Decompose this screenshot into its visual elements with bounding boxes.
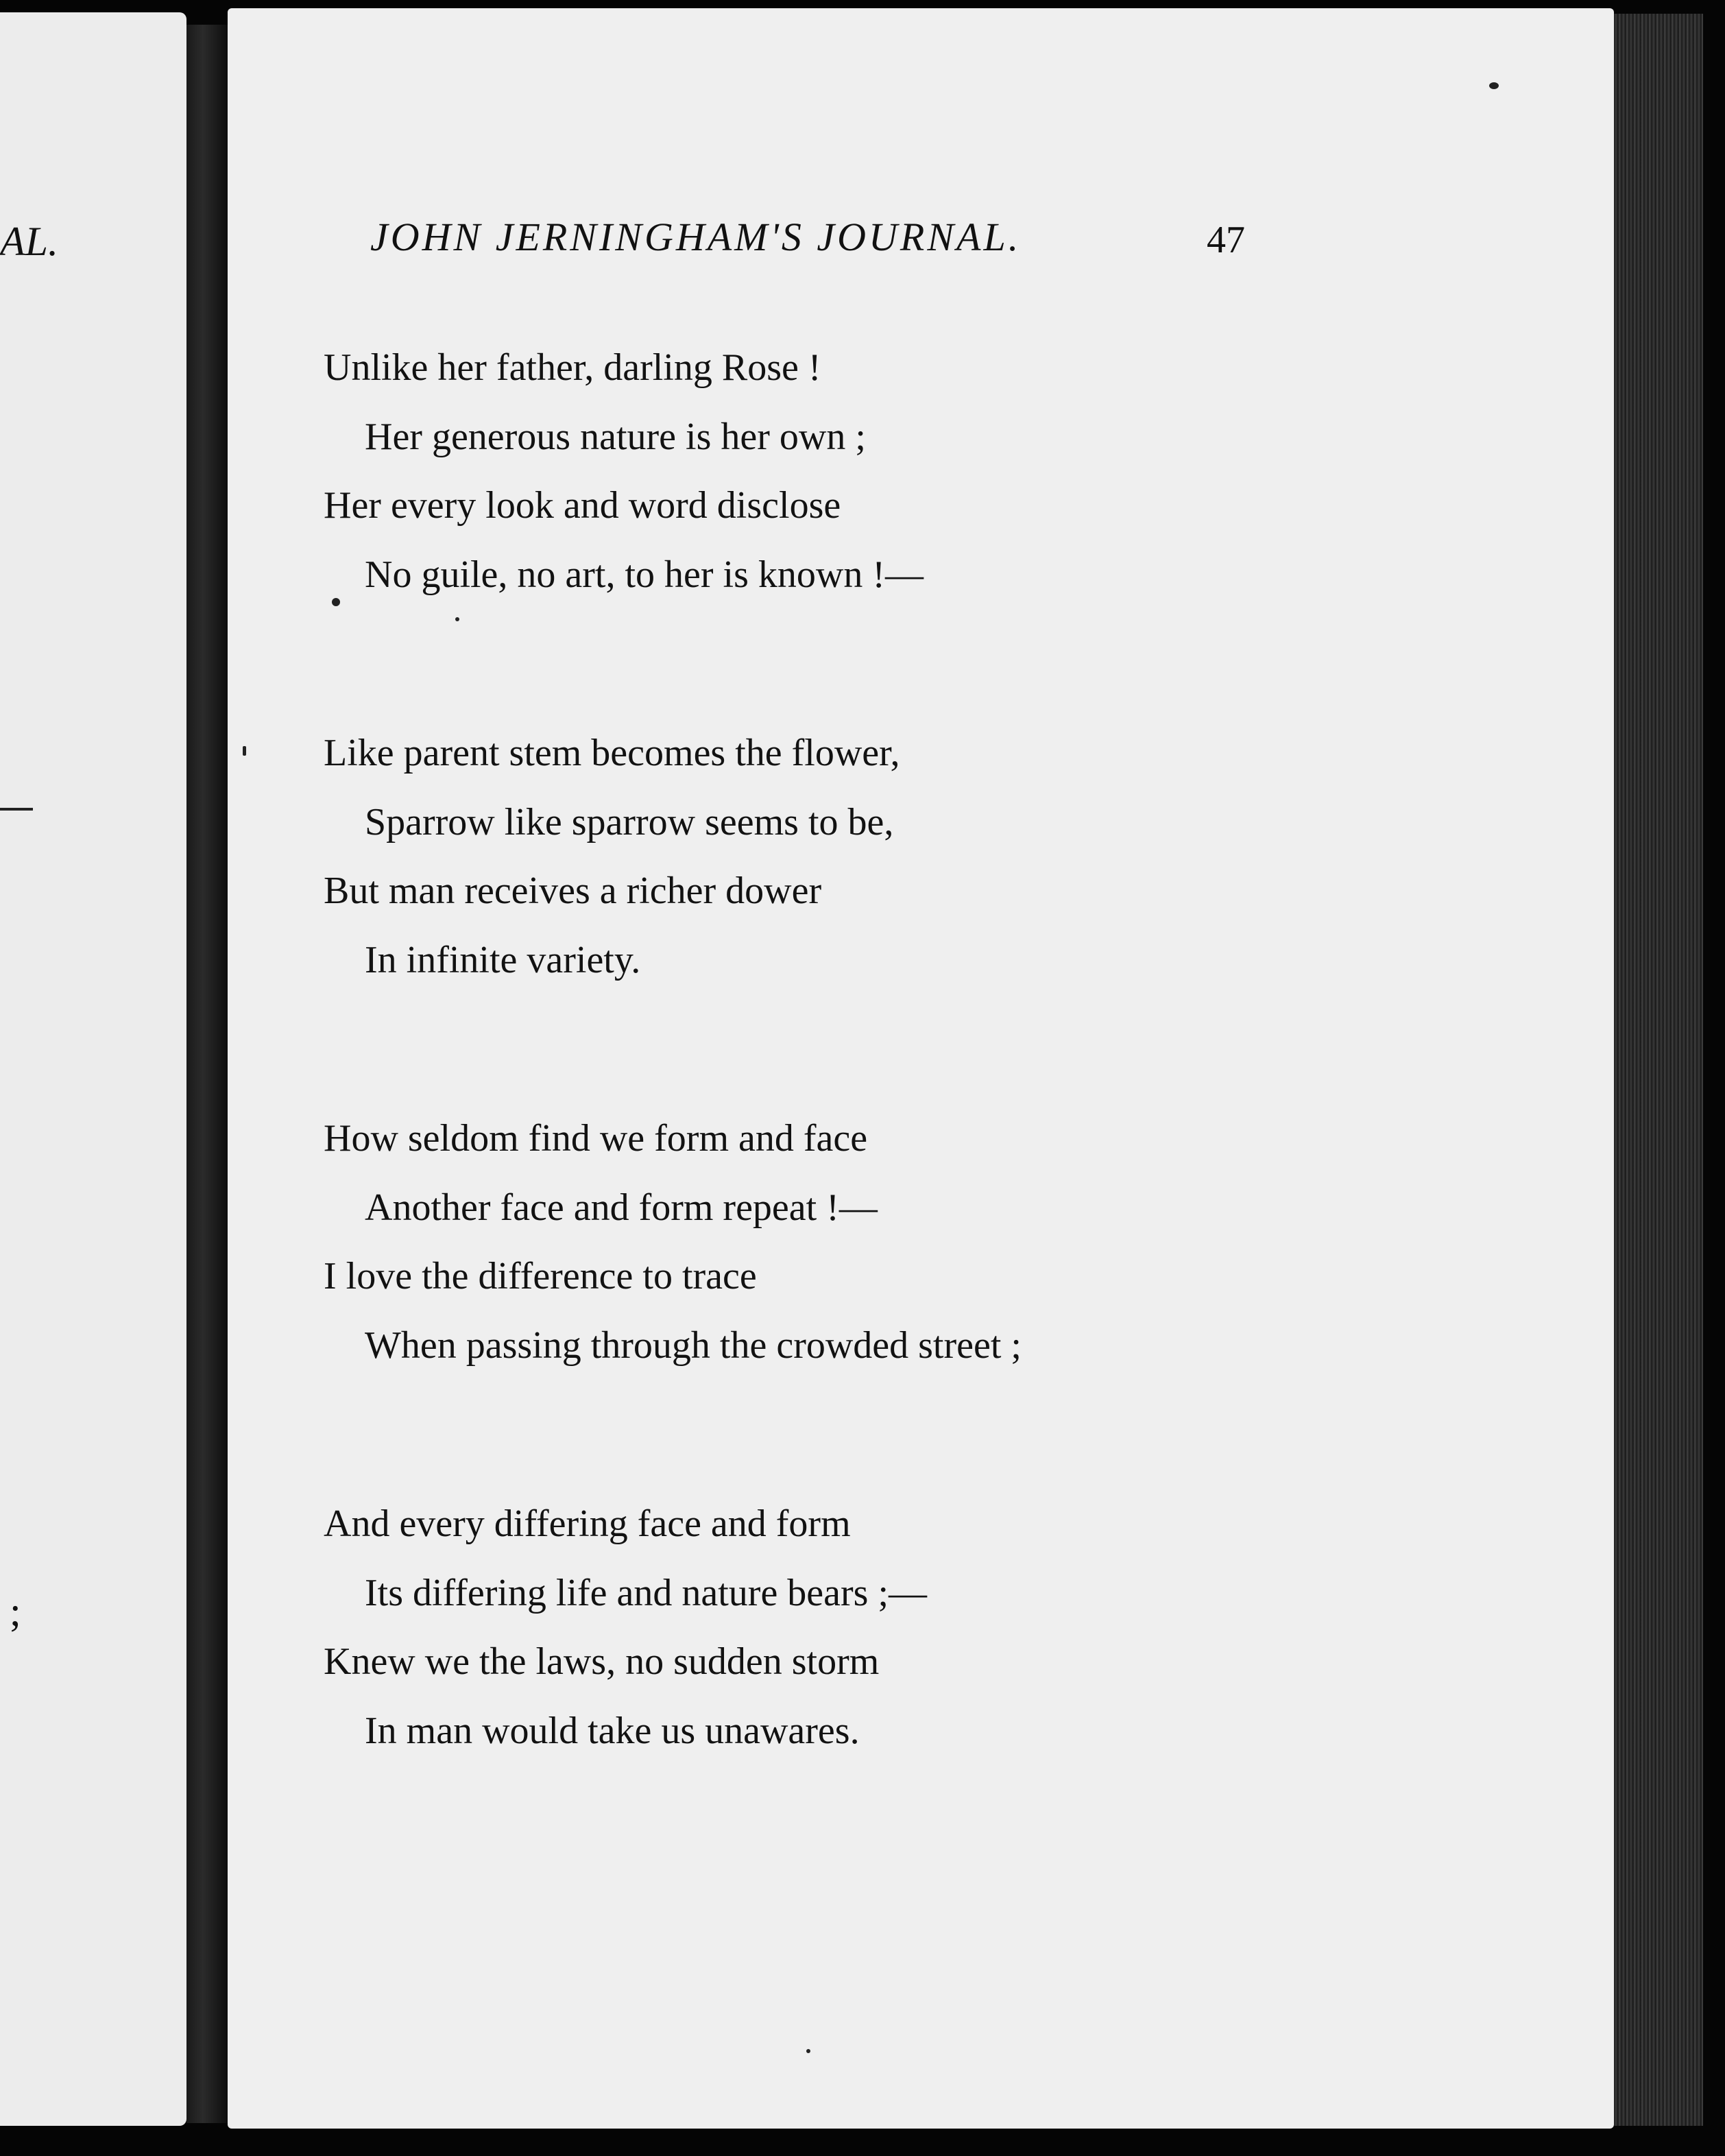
book-gutter — [186, 25, 228, 2123]
poem-line: No guile, no art, to her is known !— — [365, 553, 924, 596]
poem-line: I love the difference to trace — [324, 1255, 757, 1297]
poem-line: How seldom find we form and face — [324, 1117, 868, 1160]
scan-speck — [332, 598, 340, 606]
poem-line: Another face and form repeat !— — [365, 1186, 878, 1229]
page-edges — [1614, 14, 1703, 2126]
running-title: JOHN JERNINGHAM'S JOURNAL. — [370, 215, 1022, 259]
poem-line: Sparrow like sparrow seems to be, — [365, 800, 894, 843]
page-number: 47 — [1207, 219, 1245, 261]
poem-line: Her every look and word disclose — [324, 484, 841, 527]
poem-line: But man receives a richer dower — [324, 870, 822, 912]
poem-line: In man would take us unawares. — [365, 1709, 860, 1752]
stanza-4 — [324, 1489, 1558, 1765]
facing-page-header-fragment: AL. — [0, 219, 59, 264]
scan-speck — [806, 2049, 810, 2053]
poem-line: Knew we the laws, no sudden storm — [324, 1640, 880, 1683]
stanza-3 — [324, 1104, 1558, 1380]
poem-line: And every differing face and form — [324, 1502, 851, 1545]
poem-line: When passing through the crowded street ; — [365, 1323, 1022, 1367]
poem-line: Her generous nature is her own ; — [365, 415, 866, 458]
scan-speck — [1489, 82, 1499, 89]
poem — [324, 333, 1558, 1875]
stanza-2 — [324, 719, 1558, 994]
scan-speck — [455, 617, 459, 621]
stanza-1 — [324, 333, 1558, 609]
facing-page-rule — [0, 808, 33, 811]
facing-page — [0, 12, 186, 2126]
poem-line: In infinite variety. — [365, 938, 641, 981]
poem-line: Unlike her father, darling Rose ! — [324, 346, 821, 389]
poem-line: Like parent stem becomes the flower, — [324, 732, 900, 774]
scan-speck — [243, 746, 246, 756]
poem-line: Its differing life and nature bears ;— — [365, 1571, 928, 1614]
facing-page-punctuation-fragment: ; — [10, 1589, 21, 1634]
